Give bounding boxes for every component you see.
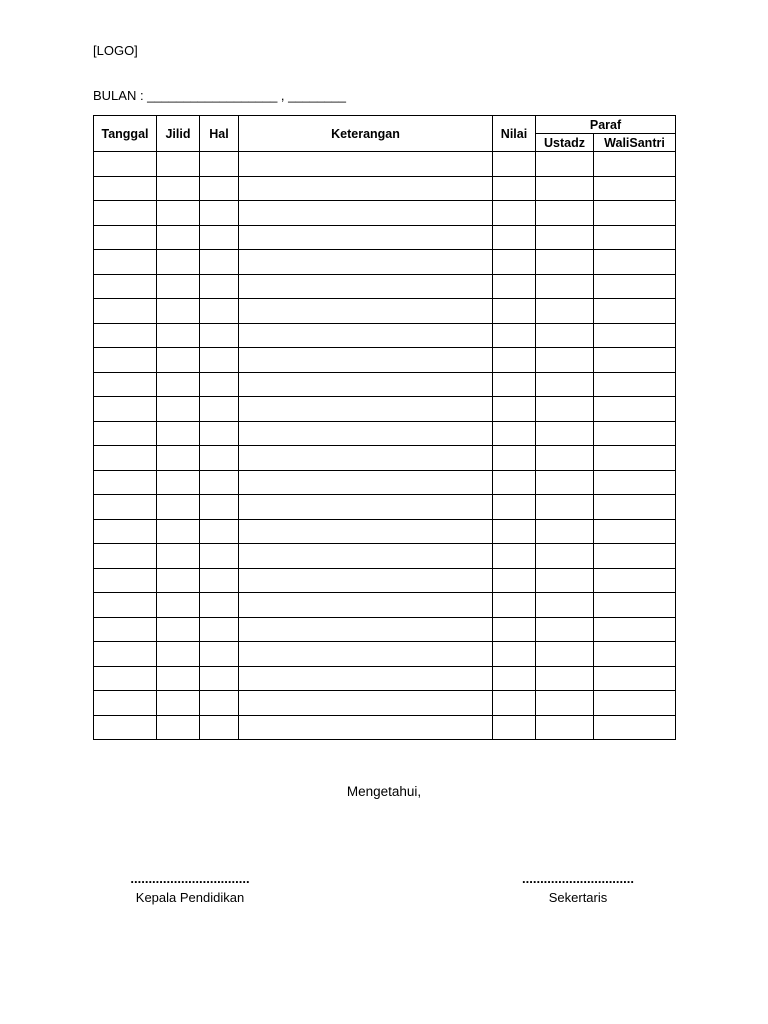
col-header-nilai: Nilai bbox=[493, 116, 536, 152]
cell-hal bbox=[200, 201, 239, 226]
cell-keterangan bbox=[239, 372, 493, 397]
cell-ustadz bbox=[536, 519, 594, 544]
cell-hal bbox=[200, 519, 239, 544]
col-header-keterangan: Keterangan bbox=[239, 116, 493, 152]
cell-walisantri bbox=[594, 470, 676, 495]
logo-placeholder: [LOGO] bbox=[93, 43, 138, 58]
cell-ustadz bbox=[536, 495, 594, 520]
cell-keterangan bbox=[239, 470, 493, 495]
cell-hal bbox=[200, 225, 239, 250]
cell-walisantri bbox=[594, 201, 676, 226]
cell-jilid bbox=[157, 323, 200, 348]
cell-ustadz bbox=[536, 666, 594, 691]
cell-walisantri bbox=[594, 617, 676, 642]
table-row bbox=[94, 470, 676, 495]
cell-keterangan bbox=[239, 691, 493, 716]
cell-keterangan bbox=[239, 642, 493, 667]
cell-ustadz bbox=[536, 642, 594, 667]
cell-tanggal bbox=[94, 225, 157, 250]
cell-nilai bbox=[493, 691, 536, 716]
cell-walisantri bbox=[594, 446, 676, 471]
table-row bbox=[94, 593, 676, 618]
cell-ustadz bbox=[536, 397, 594, 422]
signature-line: ................................. bbox=[130, 872, 250, 886]
cell-hal bbox=[200, 544, 239, 569]
cell-keterangan bbox=[239, 715, 493, 740]
table-row bbox=[94, 666, 676, 691]
cell-ustadz bbox=[536, 715, 594, 740]
table-row bbox=[94, 348, 676, 373]
cell-nilai bbox=[493, 666, 536, 691]
cell-hal bbox=[200, 152, 239, 177]
cell-tanggal bbox=[94, 446, 157, 471]
cell-keterangan bbox=[239, 593, 493, 618]
cell-jilid bbox=[157, 568, 200, 593]
cell-jilid bbox=[157, 274, 200, 299]
table-row bbox=[94, 274, 676, 299]
cell-keterangan bbox=[239, 544, 493, 569]
signature-title: Kepala Pendidikan bbox=[135, 890, 245, 905]
cell-jilid bbox=[157, 715, 200, 740]
signature-block-kepala bbox=[116, 872, 264, 905]
cell-tanggal bbox=[94, 201, 157, 226]
cell-ustadz bbox=[536, 470, 594, 495]
cell-jilid bbox=[157, 201, 200, 226]
cell-nilai bbox=[493, 495, 536, 520]
cell-walisantri bbox=[594, 299, 676, 324]
cell-walisantri bbox=[594, 176, 676, 201]
cell-ustadz bbox=[536, 176, 594, 201]
cell-hal bbox=[200, 274, 239, 299]
cell-tanggal bbox=[94, 544, 157, 569]
cell-keterangan bbox=[239, 446, 493, 471]
cell-tanggal bbox=[94, 495, 157, 520]
cell-keterangan bbox=[239, 519, 493, 544]
cell-jilid bbox=[157, 348, 200, 373]
table-row bbox=[94, 397, 676, 422]
table-row bbox=[94, 446, 676, 471]
record-table bbox=[93, 115, 676, 740]
cell-tanggal bbox=[94, 642, 157, 667]
cell-jilid bbox=[157, 152, 200, 177]
col-header-walisantri: WaliSantri bbox=[594, 134, 676, 152]
cell-ustadz bbox=[536, 691, 594, 716]
cell-nilai bbox=[493, 421, 536, 446]
cell-walisantri bbox=[594, 274, 676, 299]
cell-keterangan bbox=[239, 617, 493, 642]
cell-ustadz bbox=[536, 225, 594, 250]
cell-hal bbox=[200, 250, 239, 275]
col-header-tanggal: Tanggal bbox=[94, 116, 157, 152]
cell-ustadz bbox=[536, 446, 594, 471]
table-row bbox=[94, 544, 676, 569]
cell-walisantri bbox=[594, 519, 676, 544]
cell-walisantri bbox=[594, 348, 676, 373]
cell-ustadz bbox=[536, 544, 594, 569]
cell-jilid bbox=[157, 691, 200, 716]
cell-tanggal bbox=[94, 274, 157, 299]
cell-walisantri bbox=[594, 593, 676, 618]
cell-ustadz bbox=[536, 568, 594, 593]
cell-tanggal bbox=[94, 348, 157, 373]
cell-nilai bbox=[493, 593, 536, 618]
cell-walisantri bbox=[594, 225, 676, 250]
table-row bbox=[94, 250, 676, 275]
cell-ustadz bbox=[536, 348, 594, 373]
cell-nilai bbox=[493, 568, 536, 593]
cell-keterangan bbox=[239, 299, 493, 324]
cell-tanggal bbox=[94, 617, 157, 642]
cell-nilai bbox=[493, 617, 536, 642]
cell-ustadz bbox=[536, 274, 594, 299]
table-body bbox=[94, 152, 676, 740]
cell-jilid bbox=[157, 176, 200, 201]
table-row bbox=[94, 299, 676, 324]
cell-nilai bbox=[493, 250, 536, 275]
cell-tanggal bbox=[94, 250, 157, 275]
cell-ustadz bbox=[536, 201, 594, 226]
cell-walisantri bbox=[594, 715, 676, 740]
cell-tanggal bbox=[94, 323, 157, 348]
cell-walisantri bbox=[594, 421, 676, 446]
cell-ustadz bbox=[536, 372, 594, 397]
cell-jilid bbox=[157, 544, 200, 569]
cell-walisantri bbox=[594, 568, 676, 593]
cell-keterangan bbox=[239, 495, 493, 520]
cell-hal bbox=[200, 299, 239, 324]
signature-title: Sekertaris bbox=[548, 890, 608, 905]
acknowledgement-label: Mengetahui, bbox=[346, 784, 422, 799]
cell-keterangan bbox=[239, 201, 493, 226]
cell-hal bbox=[200, 397, 239, 422]
cell-hal bbox=[200, 176, 239, 201]
col-header-ustadz: Ustadz bbox=[536, 134, 594, 152]
signature-block-sekertaris bbox=[508, 872, 648, 905]
cell-keterangan bbox=[239, 323, 493, 348]
cell-nilai bbox=[493, 642, 536, 667]
cell-hal bbox=[200, 593, 239, 618]
cell-tanggal bbox=[94, 372, 157, 397]
cell-jilid bbox=[157, 397, 200, 422]
cell-nilai bbox=[493, 323, 536, 348]
cell-walisantri bbox=[594, 691, 676, 716]
cell-tanggal bbox=[94, 519, 157, 544]
cell-nilai bbox=[493, 397, 536, 422]
table-row bbox=[94, 568, 676, 593]
table-row bbox=[94, 152, 676, 177]
cell-tanggal bbox=[94, 715, 157, 740]
table-row bbox=[94, 715, 676, 740]
cell-keterangan bbox=[239, 421, 493, 446]
table-row bbox=[94, 372, 676, 397]
cell-nilai bbox=[493, 225, 536, 250]
table-row bbox=[94, 421, 676, 446]
cell-nilai bbox=[493, 715, 536, 740]
cell-keterangan bbox=[239, 152, 493, 177]
cell-tanggal bbox=[94, 470, 157, 495]
cell-jilid bbox=[157, 495, 200, 520]
cell-jilid bbox=[157, 666, 200, 691]
table-row bbox=[94, 642, 676, 667]
cell-walisantri bbox=[594, 642, 676, 667]
cell-jilid bbox=[157, 446, 200, 471]
cell-keterangan bbox=[239, 348, 493, 373]
cell-hal bbox=[200, 421, 239, 446]
cell-tanggal bbox=[94, 299, 157, 324]
table-row bbox=[94, 323, 676, 348]
cell-hal bbox=[200, 642, 239, 667]
cell-tanggal bbox=[94, 421, 157, 446]
cell-hal bbox=[200, 323, 239, 348]
col-header-hal: Hal bbox=[200, 116, 239, 152]
month-line: BULAN : __________________ , ________ bbox=[93, 88, 346, 103]
cell-hal bbox=[200, 470, 239, 495]
cell-ustadz bbox=[536, 323, 594, 348]
cell-hal bbox=[200, 372, 239, 397]
cell-hal bbox=[200, 495, 239, 520]
col-header-paraf: Paraf bbox=[536, 116, 676, 134]
cell-nilai bbox=[493, 274, 536, 299]
table-header-row bbox=[94, 116, 676, 134]
cell-tanggal bbox=[94, 152, 157, 177]
cell-ustadz bbox=[536, 250, 594, 275]
cell-ustadz bbox=[536, 593, 594, 618]
table-row bbox=[94, 201, 676, 226]
table-row bbox=[94, 176, 676, 201]
cell-jilid bbox=[157, 372, 200, 397]
cell-keterangan bbox=[239, 176, 493, 201]
cell-jilid bbox=[157, 519, 200, 544]
cell-jilid bbox=[157, 299, 200, 324]
cell-walisantri bbox=[594, 250, 676, 275]
cell-keterangan bbox=[239, 666, 493, 691]
cell-walisantri bbox=[594, 544, 676, 569]
table-row bbox=[94, 617, 676, 642]
cell-ustadz bbox=[536, 421, 594, 446]
cell-nilai bbox=[493, 470, 536, 495]
cell-nilai bbox=[493, 152, 536, 177]
cell-nilai bbox=[493, 372, 536, 397]
table-row bbox=[94, 691, 676, 716]
cell-nilai bbox=[493, 348, 536, 373]
cell-walisantri bbox=[594, 495, 676, 520]
table-row bbox=[94, 495, 676, 520]
cell-hal bbox=[200, 348, 239, 373]
cell-jilid bbox=[157, 593, 200, 618]
col-header-jilid: Jilid bbox=[157, 116, 200, 152]
cell-nilai bbox=[493, 544, 536, 569]
cell-tanggal bbox=[94, 568, 157, 593]
cell-tanggal bbox=[94, 176, 157, 201]
cell-jilid bbox=[157, 225, 200, 250]
cell-jilid bbox=[157, 470, 200, 495]
cell-jilid bbox=[157, 250, 200, 275]
cell-ustadz bbox=[536, 617, 594, 642]
table-row bbox=[94, 225, 676, 250]
cell-tanggal bbox=[94, 397, 157, 422]
cell-nilai bbox=[493, 201, 536, 226]
cell-walisantri bbox=[594, 152, 676, 177]
cell-tanggal bbox=[94, 666, 157, 691]
cell-walisantri bbox=[594, 666, 676, 691]
cell-walisantri bbox=[594, 372, 676, 397]
cell-walisantri bbox=[594, 323, 676, 348]
cell-nilai bbox=[493, 446, 536, 471]
cell-ustadz bbox=[536, 152, 594, 177]
cell-tanggal bbox=[94, 691, 157, 716]
cell-tanggal bbox=[94, 593, 157, 618]
cell-jilid bbox=[157, 642, 200, 667]
cell-jilid bbox=[157, 617, 200, 642]
cell-keterangan bbox=[239, 274, 493, 299]
cell-hal bbox=[200, 691, 239, 716]
table-row bbox=[94, 519, 676, 544]
cell-jilid bbox=[157, 421, 200, 446]
cell-nilai bbox=[493, 519, 536, 544]
cell-keterangan bbox=[239, 250, 493, 275]
cell-walisantri bbox=[594, 397, 676, 422]
cell-hal bbox=[200, 568, 239, 593]
cell-nilai bbox=[493, 299, 536, 324]
cell-hal bbox=[200, 715, 239, 740]
cell-hal bbox=[200, 446, 239, 471]
cell-ustadz bbox=[536, 299, 594, 324]
cell-keterangan bbox=[239, 397, 493, 422]
cell-keterangan bbox=[239, 225, 493, 250]
signature-line: ............................... bbox=[522, 872, 634, 886]
cell-hal bbox=[200, 617, 239, 642]
cell-hal bbox=[200, 666, 239, 691]
cell-keterangan bbox=[239, 568, 493, 593]
cell-nilai bbox=[493, 176, 536, 201]
